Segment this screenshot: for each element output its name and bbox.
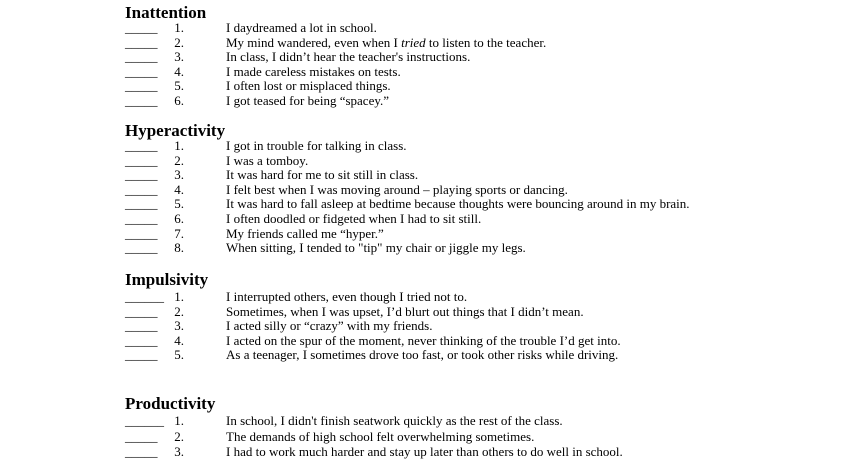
item-number: 4. (174, 63, 184, 79)
answer-blank[interactable]: _____ (125, 443, 158, 459)
answer-blank[interactable]: _____ (125, 211, 158, 226)
item-number: 2. (174, 303, 184, 319)
checklist-item (0, 334, 850, 349)
answer-blank[interactable]: _____ (125, 49, 158, 65)
answer-blank[interactable]: ______ (125, 289, 164, 304)
item-text: I often doodled or fidgeted when I had to sit still. (226, 211, 482, 226)
item-text: As a teenager, I sometimes drove too fast, or took other risks while driving. (226, 347, 619, 363)
answer-blank[interactable]: _____ (125, 347, 158, 363)
item-number: 3. (174, 49, 184, 65)
item-number: 5. (174, 196, 184, 212)
item-number: 5. (174, 347, 184, 363)
item-text: I made careless mistakes on tests. (226, 63, 401, 79)
item-number: 1. (174, 413, 184, 428)
checklist-item (0, 414, 850, 429)
checklist-item (0, 305, 850, 320)
answer-blank[interactable]: _____ (125, 181, 158, 197)
item-text: I acted on the spur of the moment, never thinking of the trouble I’d get into. (226, 332, 621, 348)
item-number: 1. (174, 289, 184, 304)
checklist-item (0, 94, 850, 109)
item-text: I had to work much harder and stay up later than others to do well in school. (226, 443, 623, 459)
answer-blank[interactable]: ______ (125, 413, 164, 428)
item-text: I was a tomboy. (226, 152, 309, 168)
section-heading: Impulsivity (125, 270, 209, 289)
section-heading: Hyperactivity (125, 121, 226, 140)
item-text: When sitting, I tended to "tip" my chair or jiggle my legs. (226, 240, 526, 256)
answer-blank[interactable]: _____ (125, 20, 158, 35)
answer-blank[interactable]: _____ (125, 93, 158, 108)
item-number: 5. (174, 78, 184, 94)
item-number: 3. (174, 443, 184, 459)
checklist-item (0, 183, 850, 198)
checklist-item (0, 348, 850, 363)
item-text-pre: My mind wandered, even when I (226, 34, 402, 50)
item-text: In class, I didn’t hear the teacher's instructions. (226, 49, 471, 65)
section-heading: Inattention (125, 3, 207, 22)
item-number: 3. (174, 318, 184, 334)
answer-blank[interactable]: _____ (125, 167, 158, 183)
item-text: I acted silly or “crazy” with my friends. (226, 318, 433, 334)
answer-blank[interactable]: _____ (125, 78, 158, 94)
answer-blank[interactable]: _____ (125, 428, 158, 444)
section-heading: Productivity (125, 394, 216, 413)
answer-blank[interactable]: _____ (125, 303, 158, 319)
checklist-item (0, 212, 850, 227)
item-text: It was hard for me to sit still in class. (226, 167, 419, 183)
checklist-item (0, 79, 850, 94)
checklist-item (0, 21, 850, 36)
item-number: 4. (174, 332, 184, 348)
answer-blank[interactable]: _____ (125, 138, 158, 153)
item-number: 7. (174, 225, 184, 241)
item-number: 1. (174, 138, 184, 153)
answer-blank[interactable]: _____ (125, 240, 158, 256)
item-text: I got teased for being “spacey.” (226, 93, 390, 108)
item-text: It was hard to fall asleep at bedtime because thoughts were bouncing around in my brain. (226, 196, 690, 212)
checklist-item (0, 197, 850, 212)
checklist-item (0, 168, 850, 183)
item-text: Sometimes, when I was upset, I’d blurt out things that I didn’t mean. (226, 303, 584, 319)
item-text: The demands of high school felt overwhelming sometimes. (226, 428, 535, 444)
checklist-item (0, 241, 850, 256)
item-number: 6. (174, 93, 184, 108)
checklist-item (0, 50, 850, 65)
checklist-item (0, 65, 850, 80)
checklist-item (0, 319, 850, 334)
checklist-item (0, 227, 850, 242)
answer-blank[interactable]: _____ (125, 225, 158, 241)
answer-blank[interactable]: _____ (125, 63, 158, 79)
answer-blank[interactable]: _____ (125, 332, 158, 348)
answer-blank[interactable]: _____ (125, 318, 158, 334)
item-text (226, 36, 546, 51)
item-text-post: to listen to the teacher. (425, 34, 547, 50)
item-number: 3. (174, 167, 184, 183)
item-number: 4. (174, 181, 184, 197)
item-text: In school, I didn't finish seatwork quickly as the rest of the class. (226, 413, 563, 428)
item-text: I often lost or misplaced things. (226, 78, 391, 94)
checklist-item (0, 430, 850, 445)
checklist-item (0, 290, 850, 305)
answer-blank[interactable]: _____ (125, 196, 158, 212)
item-number: 1. (174, 20, 184, 35)
checklist-item (0, 154, 850, 169)
item-number: 2. (174, 34, 184, 50)
checklist-item (0, 445, 850, 460)
item-text: I daydreamed a lot in school. (226, 20, 377, 35)
answer-blank[interactable]: _____ (125, 152, 158, 168)
item-text: I interrupted others, even though I tried not to. (226, 289, 468, 304)
item-number: 2. (174, 152, 184, 168)
checklist-item (0, 36, 850, 51)
item-text: I got in trouble for talking in class. (226, 138, 407, 153)
item-number: 6. (174, 211, 184, 226)
item-text: My friends called me “hyper.” (226, 225, 384, 241)
answer-blank[interactable]: _____ (125, 34, 158, 50)
item-text-emphasis: tried (401, 34, 426, 50)
item-text: I felt best when I was moving around – playing sports or dancing. (226, 181, 568, 197)
item-number: 2. (174, 428, 184, 444)
checklist-item (0, 139, 850, 154)
item-number: 8. (174, 240, 184, 256)
